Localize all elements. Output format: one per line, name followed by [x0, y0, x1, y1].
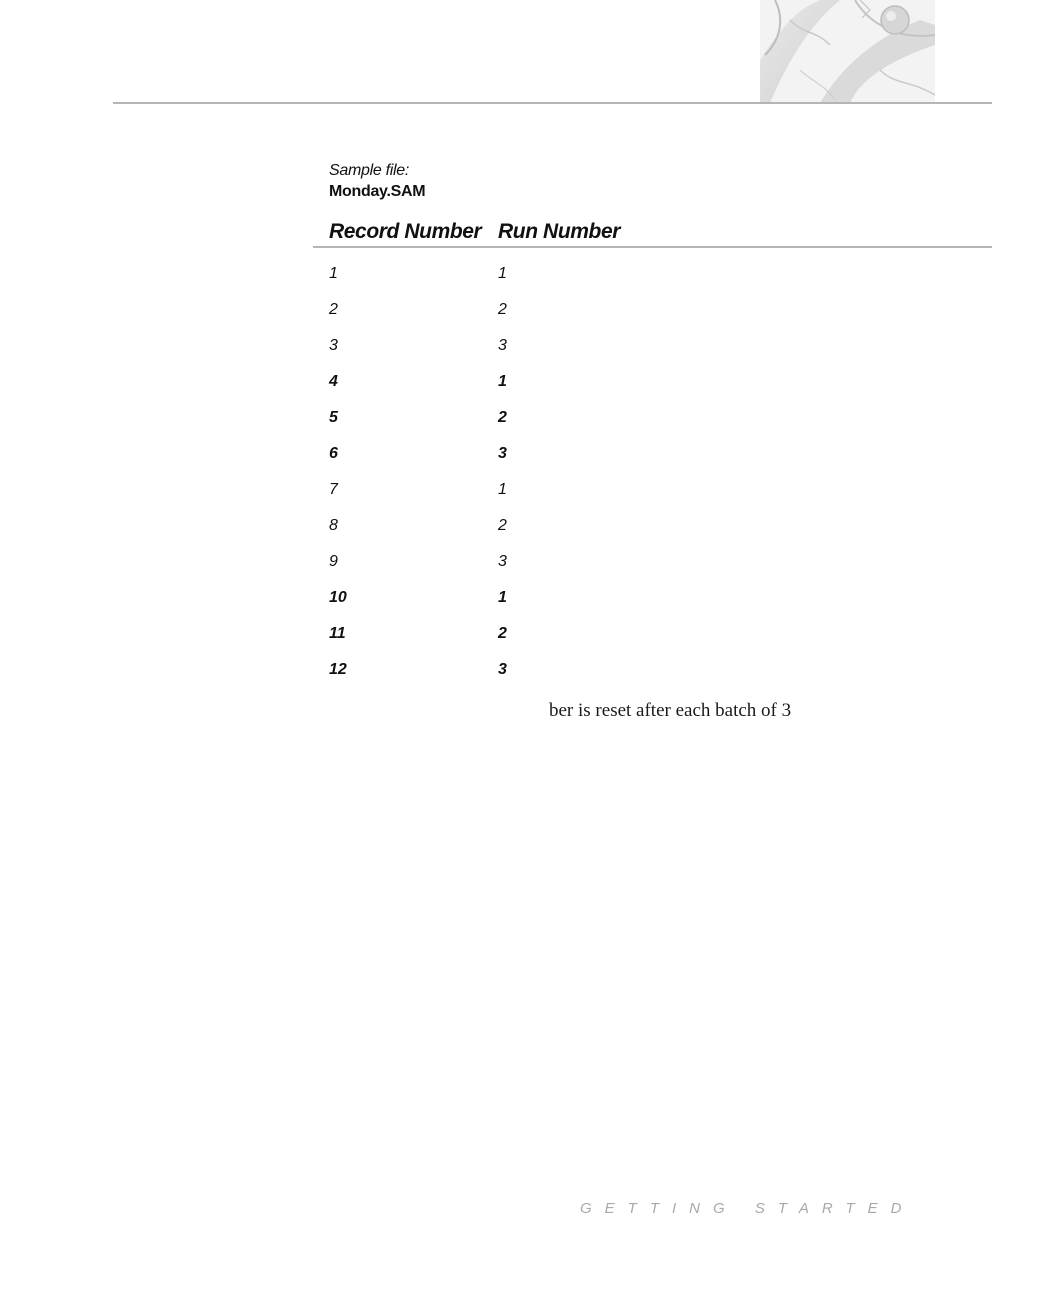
record-number-cell: 10	[329, 589, 347, 606]
record-number-cell: 12	[329, 661, 347, 678]
sample-file-name: Monday.SAM	[329, 183, 426, 200]
record-number-cell: 5	[329, 409, 338, 426]
table-row	[329, 409, 989, 445]
table-row	[329, 301, 989, 337]
run-number-cell: 1	[498, 481, 507, 498]
table-row	[329, 517, 989, 553]
record-number-cell: 11	[329, 625, 346, 642]
run-number-cell: 1	[498, 589, 507, 606]
body-text-fragment: ber is reset after each batch of 3	[549, 700, 792, 721]
record-number-cell: 7	[329, 481, 338, 498]
run-number-cell: 2	[498, 409, 507, 426]
run-number-cell: 1	[498, 265, 507, 282]
header-rule	[113, 102, 992, 104]
record-number-cell: 6	[329, 445, 338, 462]
record-number-cell: 2	[329, 301, 338, 318]
run-number-cell: 2	[498, 301, 507, 318]
table-row	[329, 373, 989, 409]
botanical-art-icon	[760, 0, 935, 103]
record-number-cell: 3	[329, 337, 338, 354]
column-header-run-number: Run Number	[498, 220, 621, 243]
record-number-cell: 4	[329, 373, 338, 390]
record-number-cell: 9	[329, 553, 338, 570]
table-row	[329, 481, 989, 517]
run-number-cell: 3	[498, 661, 507, 678]
column-header-record-number: Record Number	[329, 220, 482, 243]
table-row	[329, 625, 989, 661]
sample-file-label: Sample file:	[329, 162, 409, 179]
table-header	[329, 220, 992, 248]
run-number-cell: 3	[498, 445, 507, 462]
table-row	[329, 265, 989, 301]
table-row	[329, 337, 989, 373]
running-footer: GETTING STARTED	[580, 1200, 915, 1217]
table-row	[329, 553, 989, 589]
run-number-cell: 1	[498, 373, 507, 390]
run-number-cell: 3	[498, 553, 507, 570]
table-row	[329, 661, 989, 697]
run-number-cell: 2	[498, 517, 507, 534]
record-number-cell: 1	[329, 265, 338, 282]
table-row	[329, 589, 989, 625]
record-number-cell: 8	[329, 517, 338, 534]
run-number-cell: 2	[498, 625, 507, 642]
run-number-cell: 3	[498, 337, 507, 354]
decorative-header-illustration	[760, 0, 935, 103]
table-header-rule	[313, 246, 992, 248]
table-body	[329, 265, 989, 697]
table-row	[329, 445, 989, 481]
